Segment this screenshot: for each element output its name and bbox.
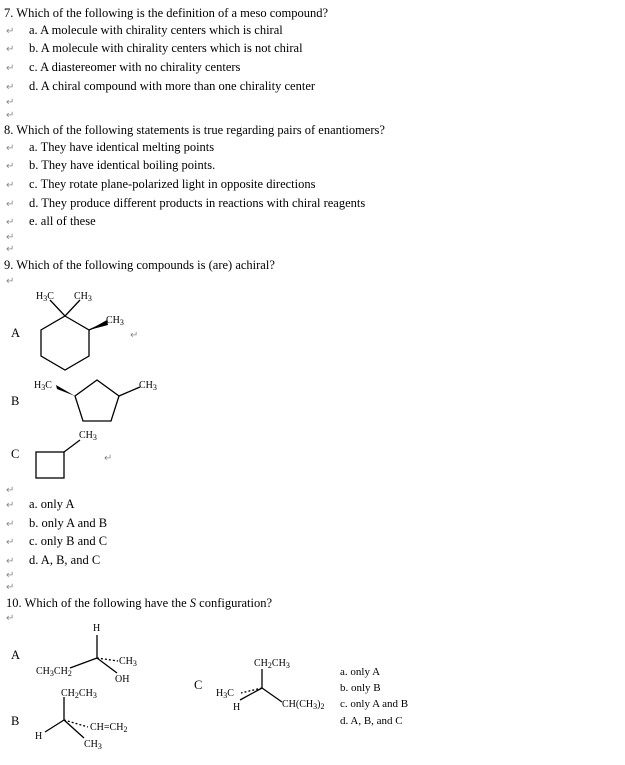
return-mark: ↵ — [6, 143, 15, 154]
q10b-h: H — [35, 731, 43, 742]
q10-label-a: A — [11, 648, 21, 662]
q9a-h3c: $H_3C$ — [36, 291, 54, 303]
q7-option-a: a. A molecule with chirality centers which is chiral — [29, 23, 283, 37]
q8-question: 8. Which of the following statements is true regarding pairs of enantiomers? — [4, 123, 385, 137]
return-mark: ↵ — [6, 613, 15, 624]
return-mark: ↵ — [6, 82, 15, 93]
return-mark: ↵ — [6, 180, 15, 191]
q7-option-c: c. A diastereomer with no chirality centers — [29, 60, 241, 74]
q10c-h3c: $H_3C$ — [216, 688, 234, 700]
q10-label-b: B — [11, 714, 20, 728]
return-mark: ↵ — [104, 453, 113, 464]
return-mark: ↵ — [6, 556, 15, 567]
q9-question: 9. Which of the following compounds is (are) achiral? — [4, 258, 275, 272]
return-mark: ↵ — [6, 63, 15, 74]
q9-option-c: c. only B and C — [29, 534, 108, 548]
q10c-h: H — [233, 702, 241, 713]
q7-question: 7. Which of the following is the definition of a meso compound? — [4, 6, 329, 20]
q10-option-a: a. only A — [340, 666, 381, 678]
return-mark: ↵ — [6, 570, 15, 581]
q10-question-suffix: configuration? — [196, 596, 273, 610]
return-mark: ↵ — [6, 44, 15, 55]
return-mark: ↵ — [6, 485, 15, 496]
return-mark: ↵ — [130, 330, 139, 341]
q10c-bond-h — [240, 688, 262, 700]
cyclopentane-ring — [75, 380, 119, 421]
q8-option-c: c. They rotate plane-polarized light in opposite directions — [29, 177, 316, 191]
q10-question-italic: S — [189, 596, 197, 610]
q9a-ch3-side: $CH_3$ — [106, 315, 124, 327]
return-mark: ↵ — [6, 500, 15, 511]
q8-option-e: e. all of these — [29, 214, 96, 228]
q10-question-prefix: 10. Which of the following have the — [6, 596, 190, 610]
return-mark: ↵ — [6, 244, 15, 255]
return-mark: ↵ — [6, 217, 15, 228]
q10c-ch-ch3-2: $CH(CH_3)_2$ — [282, 699, 325, 711]
q10-label-c: C — [194, 678, 203, 692]
q9-label-b: B — [11, 394, 20, 408]
q9b-h3c: $H_3C$ — [34, 380, 52, 392]
q10b-bond-ch3 — [64, 720, 84, 738]
q10-option-d: d. A, B, and C — [340, 715, 403, 727]
q10-option-b: b. only B — [340, 682, 381, 694]
q10-option-c: c. only A and B — [340, 698, 409, 710]
cyclohexane-ring — [41, 316, 89, 370]
q10b-ch3: $CH_3$ — [84, 739, 102, 751]
q9a-ch3-top: $CH_3$ — [74, 291, 92, 303]
return-mark: ↵ — [6, 276, 15, 287]
return-mark: ↵ — [6, 582, 15, 593]
q9-option-d: d. A, B, and C — [29, 553, 101, 567]
bond-b-ch3-right — [119, 387, 140, 396]
bond-c-ch3 — [64, 440, 80, 452]
q10a-ch3: $CH_3$ — [119, 656, 137, 668]
q10b-vinyl: $CH=CH_2$ — [90, 722, 128, 734]
return-mark: ↵ — [6, 199, 15, 210]
q10c-bond-ch — [262, 688, 282, 702]
return-mark: ↵ — [6, 537, 15, 548]
q10c-ch2ch3: $CH_2CH_3$ — [254, 658, 290, 670]
return-mark: ↵ — [6, 97, 15, 108]
return-mark: ↵ — [6, 519, 15, 530]
wedge-b-left — [56, 385, 75, 396]
q7-option-d: d. A chiral compound with more than one chirality center — [29, 79, 316, 93]
return-mark: ↵ — [6, 232, 15, 243]
q9-option-a: a. only A — [29, 497, 75, 511]
return-mark: ↵ — [6, 26, 15, 37]
q9c-ch3: $CH_3$ — [79, 430, 97, 442]
q10c-bond-dash-ch3 — [241, 688, 262, 693]
q10b-bond-h — [45, 720, 64, 732]
cyclobutane-ring — [36, 452, 64, 478]
return-mark: ↵ — [6, 161, 15, 172]
q9-label-c: C — [11, 447, 20, 461]
q10a-oh: OH — [115, 674, 130, 685]
q10b-ch2ch3: $CH_2CH_3$ — [61, 688, 97, 700]
q10a-h: H — [93, 623, 101, 634]
q8-option-b: b. They have identical boiling points. — [29, 158, 216, 172]
q9-label-a: A — [11, 326, 21, 340]
return-mark: ↵ — [6, 110, 15, 121]
q9-option-b: b. only A and B — [29, 516, 108, 530]
q10-question — [6, 596, 272, 611]
q10a-ch3ch2: $CH_3CH_2$ — [36, 666, 72, 678]
q8-option-a: a. They have identical melting points — [29, 140, 215, 154]
q10a-bond-ch2ch3 — [70, 658, 97, 668]
q9b-ch3: $CH_3$ — [139, 380, 157, 392]
q8-option-d: d. They produce different products in reactions with chiral reagents — [29, 196, 366, 210]
q7-option-b: b. A molecule with chirality centers which is not chiral — [29, 41, 303, 55]
